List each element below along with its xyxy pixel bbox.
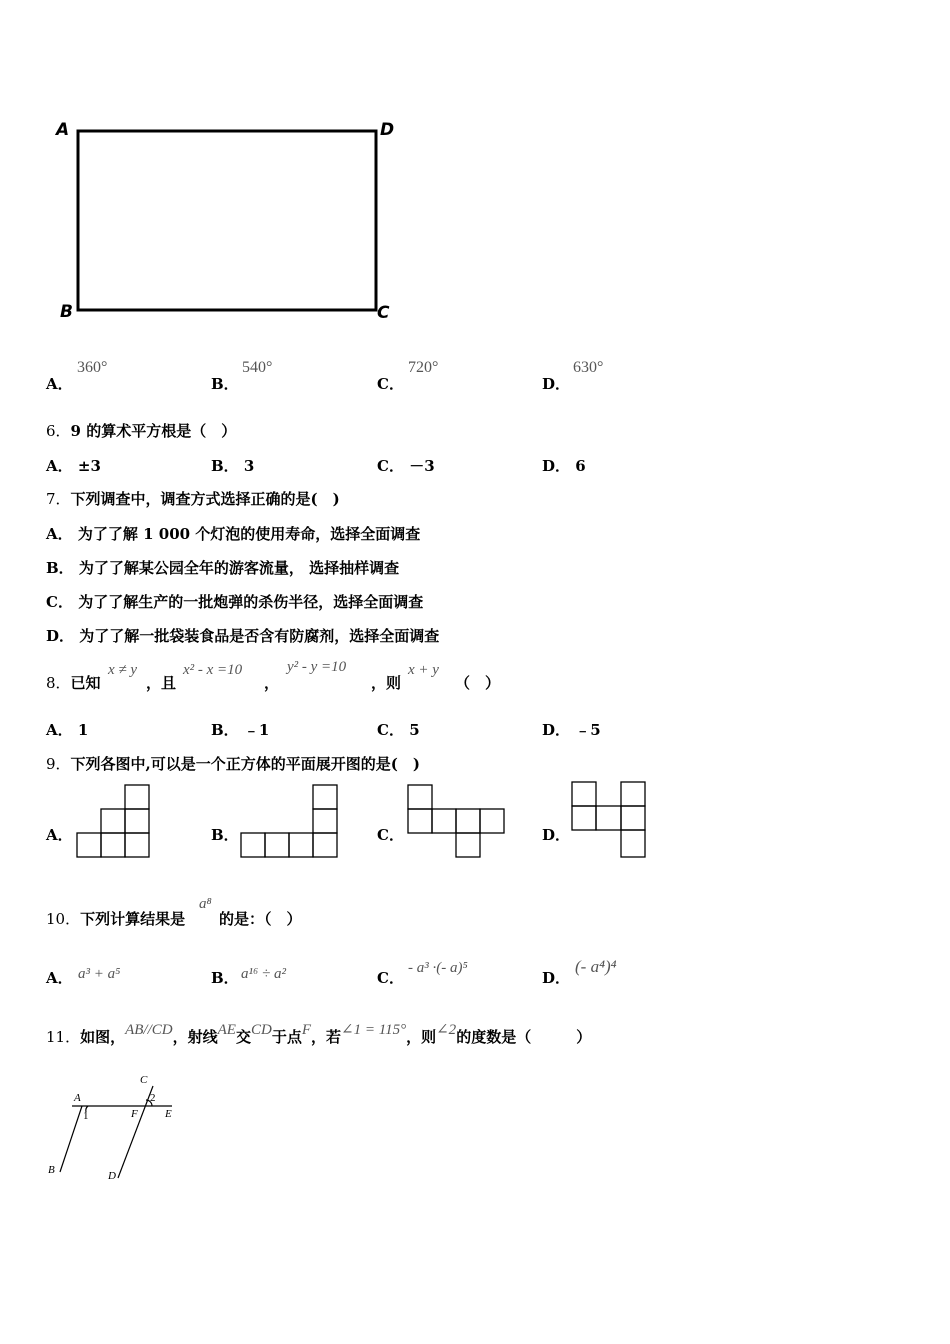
q10-option-d-letter: D． xyxy=(542,969,571,987)
q10-option-b-letter: B． xyxy=(211,969,239,987)
q10-option-a-value: a³ + a⁵ xyxy=(78,966,121,982)
q10-post: 的是：（ ） xyxy=(219,910,302,928)
q5-option-c-letter: C． xyxy=(377,375,404,393)
q8-condition: x ≠ y xyxy=(108,662,138,678)
q8-equation-1: x² - x =10 xyxy=(183,662,243,678)
q5-option-a-letter: A． xyxy=(46,375,73,393)
q8-parens: （ ） xyxy=(455,674,501,692)
q10-expression: a⁸ xyxy=(199,896,212,912)
q10-option-d-value: (- a⁴)⁴ xyxy=(575,957,617,976)
q10-option-c-letter: C． xyxy=(377,969,404,987)
q5-option-a-value: 360° xyxy=(77,359,108,376)
q8-option-b: B． ﹣1 xyxy=(211,721,270,739)
q9-stem: 9．下列各图中,可以是一个正方体的平面展开图的是( ) xyxy=(46,755,420,773)
q8-number-pre: 8．已知 xyxy=(46,674,101,692)
q5-option-b-letter: B． xyxy=(211,375,239,393)
fig11-angle2-label: 2 xyxy=(150,1092,156,1104)
q6-option-a: A． ±3 xyxy=(46,457,101,475)
q9-option-c-letter: C． xyxy=(377,826,404,844)
q10-option-c-value: - a³ ·(- a)⁵ xyxy=(408,960,468,976)
q9-option-b-letter: B． xyxy=(211,826,239,844)
q9-option-a-letter: A． xyxy=(46,826,73,844)
q10-option-b-value: a¹⁶ ÷ a² xyxy=(241,966,286,982)
q8-option-c: C． 5 xyxy=(377,721,420,739)
fig11-a-label: A xyxy=(74,1092,81,1104)
q6-text: 9 的算术平方根是（ ） xyxy=(70,422,237,440)
q11-stem: 11．如图，AB//CD，射线AE交CD于点F，若∠1 = 115°，则∠2的度数是（ ） xyxy=(46,1022,592,1046)
fig11-e-label: E xyxy=(165,1108,172,1120)
q5-option-d-letter: D． xyxy=(542,375,571,393)
q6-option-c: C． －3 xyxy=(377,457,435,475)
q6-number: 6． xyxy=(46,422,71,440)
vertex-b-label: B xyxy=(60,302,73,322)
q5-option-d-value: 630° xyxy=(573,359,604,376)
q8-equation-2: y² - y =10 xyxy=(287,659,347,675)
q10-option-a-letter: A． xyxy=(46,969,73,987)
q6-option-b: B． 3 xyxy=(211,457,255,475)
q7-option-b: B． 为了了解某公园全年的游客流量， 选择抽样调查 xyxy=(46,559,400,577)
q10-number-pre: 10．下列计算结果是 xyxy=(46,910,186,928)
fig11-angle1-label: 1 xyxy=(83,1110,89,1122)
q8-option-a: A． 1 xyxy=(46,721,89,739)
q8-then: ，则 xyxy=(371,674,402,692)
vertex-d-label: D xyxy=(380,120,395,140)
q7-stem: 7．下列调查中，调查方式选择正确的是( ) xyxy=(46,490,340,508)
q7-option-d: D． 为了了解一批袋装食品是否含有防腐剂，选择全面调查 xyxy=(46,627,440,645)
q7-option-a: A． 为了了解 1 000 个灯泡的使用寿命，选择全面调查 xyxy=(46,525,421,543)
fig11-d-label: D xyxy=(108,1170,116,1182)
vertex-a-label: A xyxy=(56,120,70,140)
q8-separator: ， xyxy=(264,674,280,692)
fig11-b-label: B xyxy=(48,1164,55,1176)
q5-option-c-value: 720° xyxy=(408,359,439,376)
vertex-c-label: C xyxy=(377,303,390,323)
q8-and: ，且 xyxy=(146,674,177,692)
q9-option-d-letter: D． xyxy=(542,826,571,844)
q7-option-c: C． 为了了解生产的一批炮弹的杀伤半径，选择全面调查 xyxy=(46,593,424,611)
fig11-c-label: C xyxy=(140,1074,148,1086)
q8-option-d: D． ﹣5 xyxy=(542,721,601,739)
q6-option-d: D． 6 xyxy=(542,457,586,475)
q5-option-b-value: 540° xyxy=(242,359,273,376)
q8-expression: x + y xyxy=(408,662,439,678)
fig11-f-label: F xyxy=(131,1108,138,1120)
